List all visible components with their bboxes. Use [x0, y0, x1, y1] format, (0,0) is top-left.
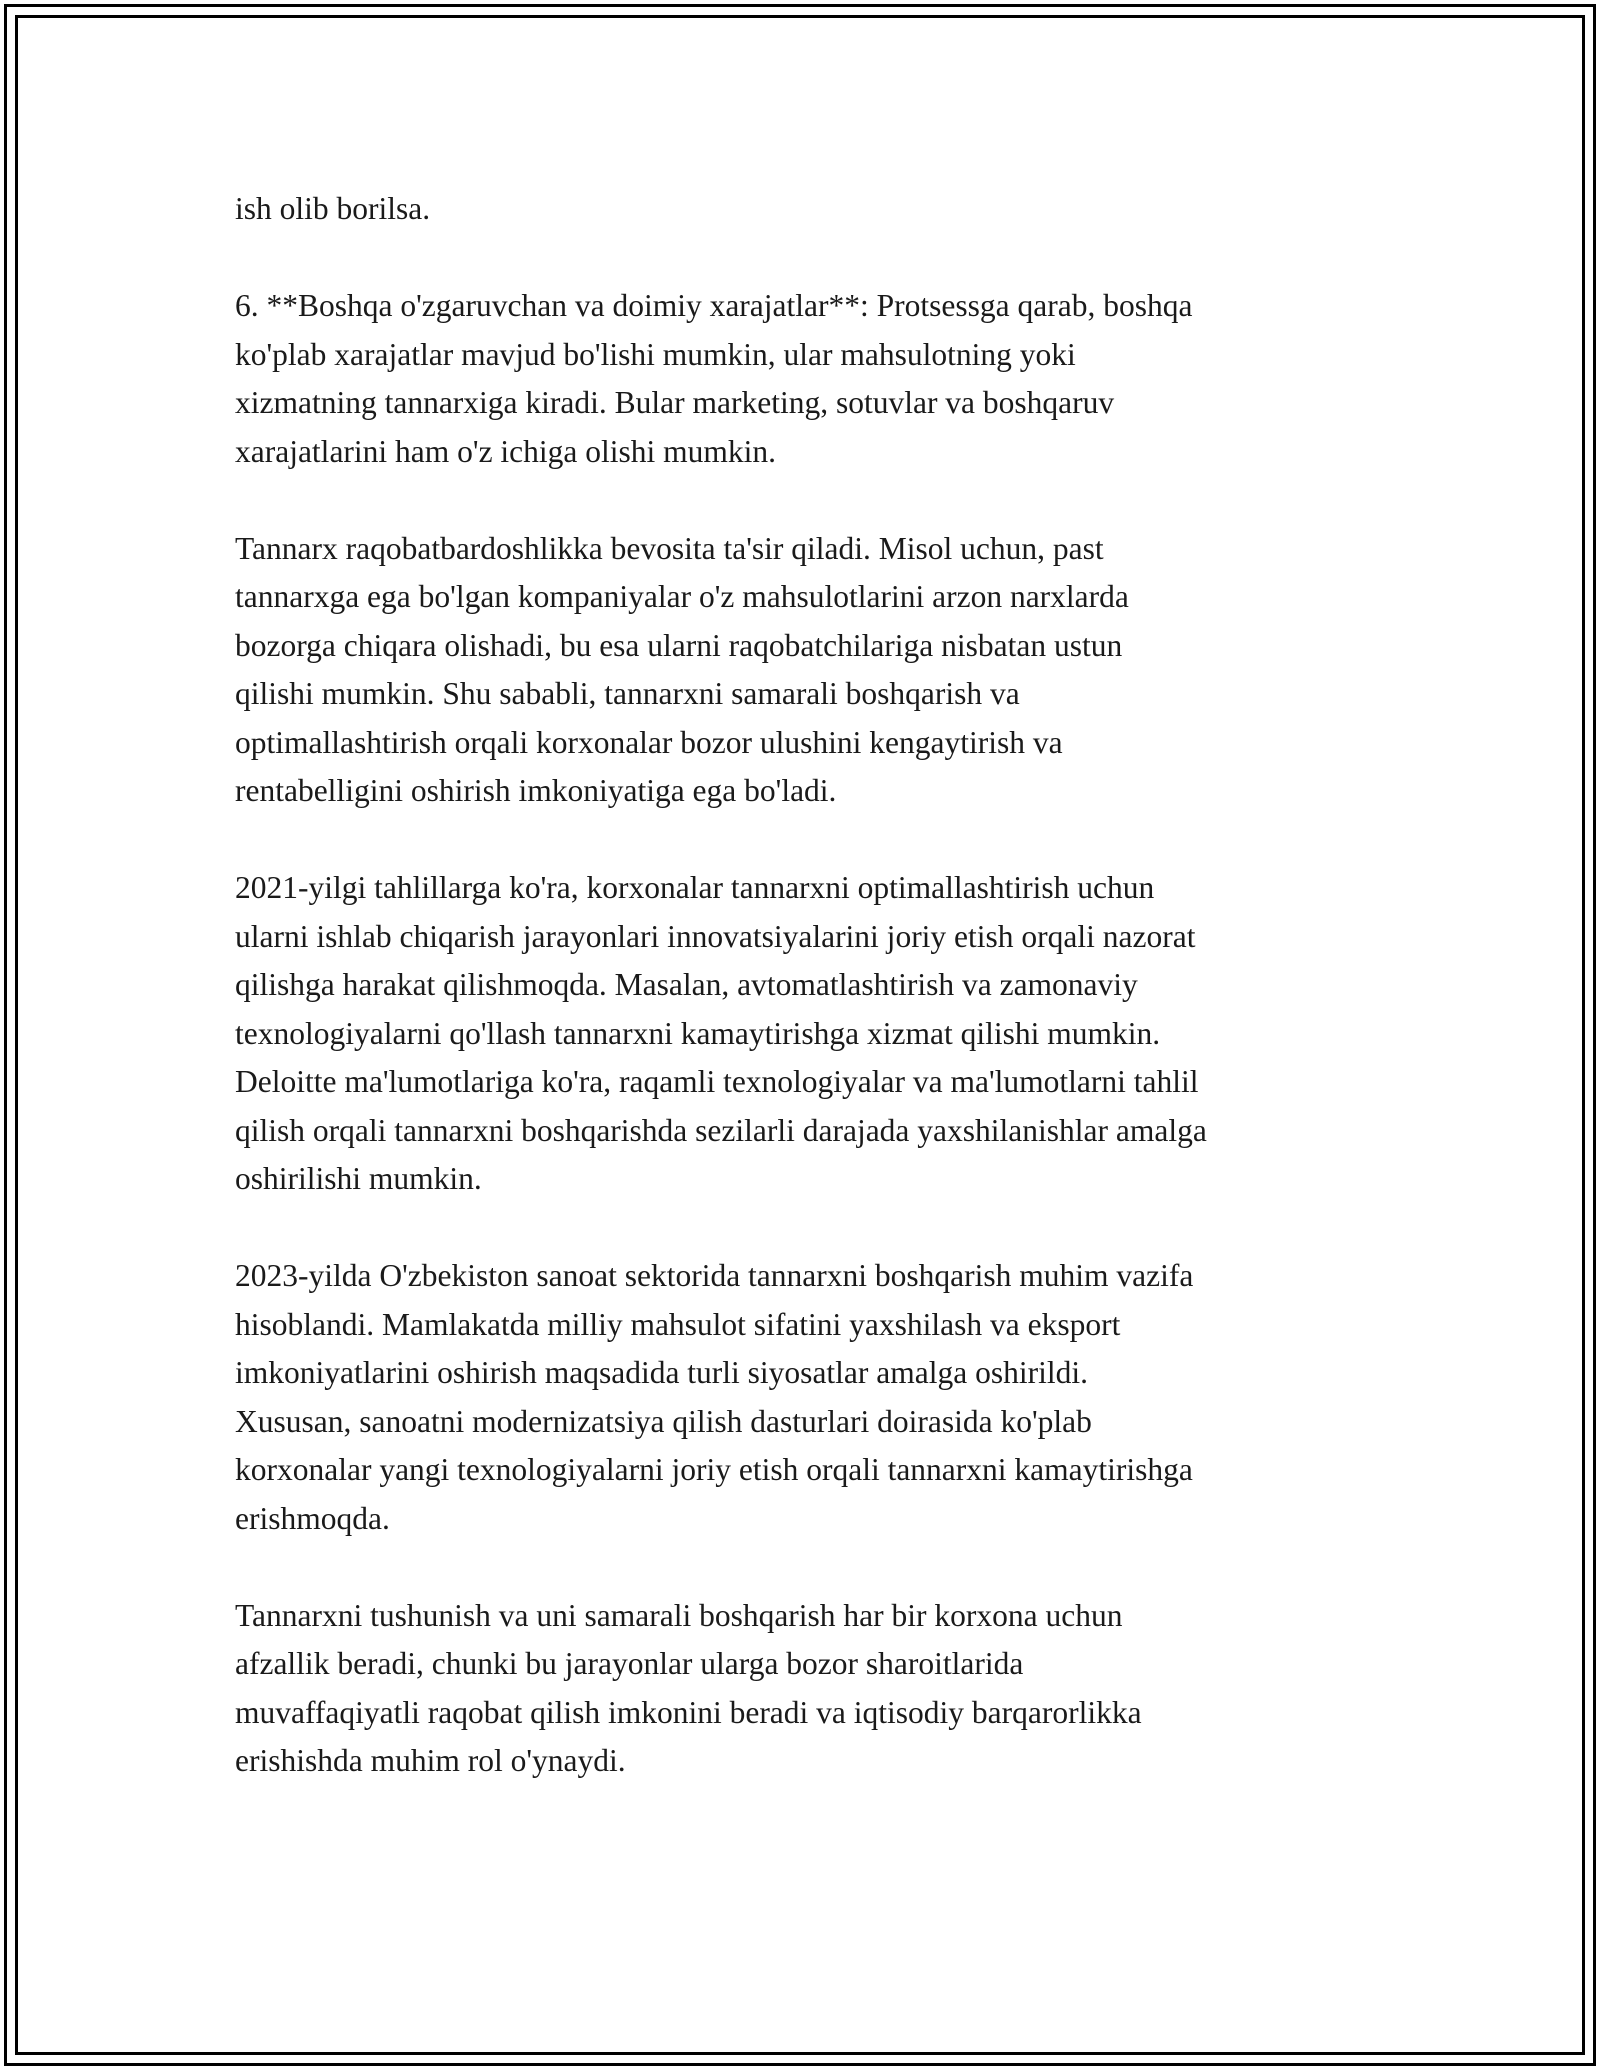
paragraph-2023-uzbekistan: 2023-yilda O'zbekiston sanoat sektorida tannarxni boshqarish muhim vazifa hisoblandi. Mamlakatda milliy mahsulot sifatini yaxshilash va eksport imkoniyatlarini oshirish maqsadida turli siyosatlar amalga oshirildi. Xususan, sanoatni modernizatsiya qilish dasturlari doirasida ko'plab korxonalar yangi texnologiyalarni joriy etish orqali tannarxni kamaytirishga erishmoqda. [235, 1258, 1194, 1536]
document-body [235, 185, 1375, 1834]
paragraph-competitiveness: Tannarx raqobatbardoshlikka bevosita ta'sir qiladi. Misol uchun, past tannarxga ega bo'lgan kompaniyalar o'z mahsulotlarini arzon narxlarda bozorga chiqara olishadi, bu esa ularni raqobatchilariga nisbatan ustun qilishi mumkin. Shu sababli, tannarxni samarali boshqarish va optimallashtirish orqali korxonalar bozor ulushini kengaytirish va rentabelligini oshirish imkoniyatiga ega bo'ladi. [235, 530, 1129, 808]
paragraph-continuation: ish olib borilsa. [235, 191, 431, 226]
paragraph-2021-analysis: 2021-yilgi tahlillarga ko'ra, korxonalar tannarxni optimallashtirish uchun ularni ishlab chiqarish jarayonlari innovatsiyalarini joriy etish orqali nazorat qilishga harakat qilishmoqda. Masalan, avtomatlashtirish va zamonaviy texnologiyalarni qo'llash tannarxni kamaytirishga xizmat qilishi mumkin. Deloitte ma'lumotlariga ko'ra, raqamli texnologiyalar va ma'lumotlarni tahlil qilish orqali tannarxni boshqarishda sezilarli darajada yaxshilanishlar amalga oshirilishi mumkin. [235, 870, 1207, 1196]
paragraph-other-costs: 6. **Boshqa o'zgaruvchan va doimiy xarajatlar**: Protsessga qarab, boshqa ko'plab xarajatlar mavjud bo'lishi mumkin, ular mahsulotning yoki xizmatning tannarxiga kiradi. Bular marketing, sotuvlar va boshqaruv xarajatlarini ham o'z ichiga olishi mumkin. [235, 288, 1193, 469]
paragraph-conclusion: Tannarxni tushunish va uni samarali boshqarish har bir korxona uchun afzallik beradi, chunki bu jarayonlar ularga bozor sharoitlarida muvaffaqiyatli raqobat qilish imkonini beradi va iqtisodiy barqarorlikka erishishda muhim rol o'ynaydi. [235, 1597, 1142, 1778]
